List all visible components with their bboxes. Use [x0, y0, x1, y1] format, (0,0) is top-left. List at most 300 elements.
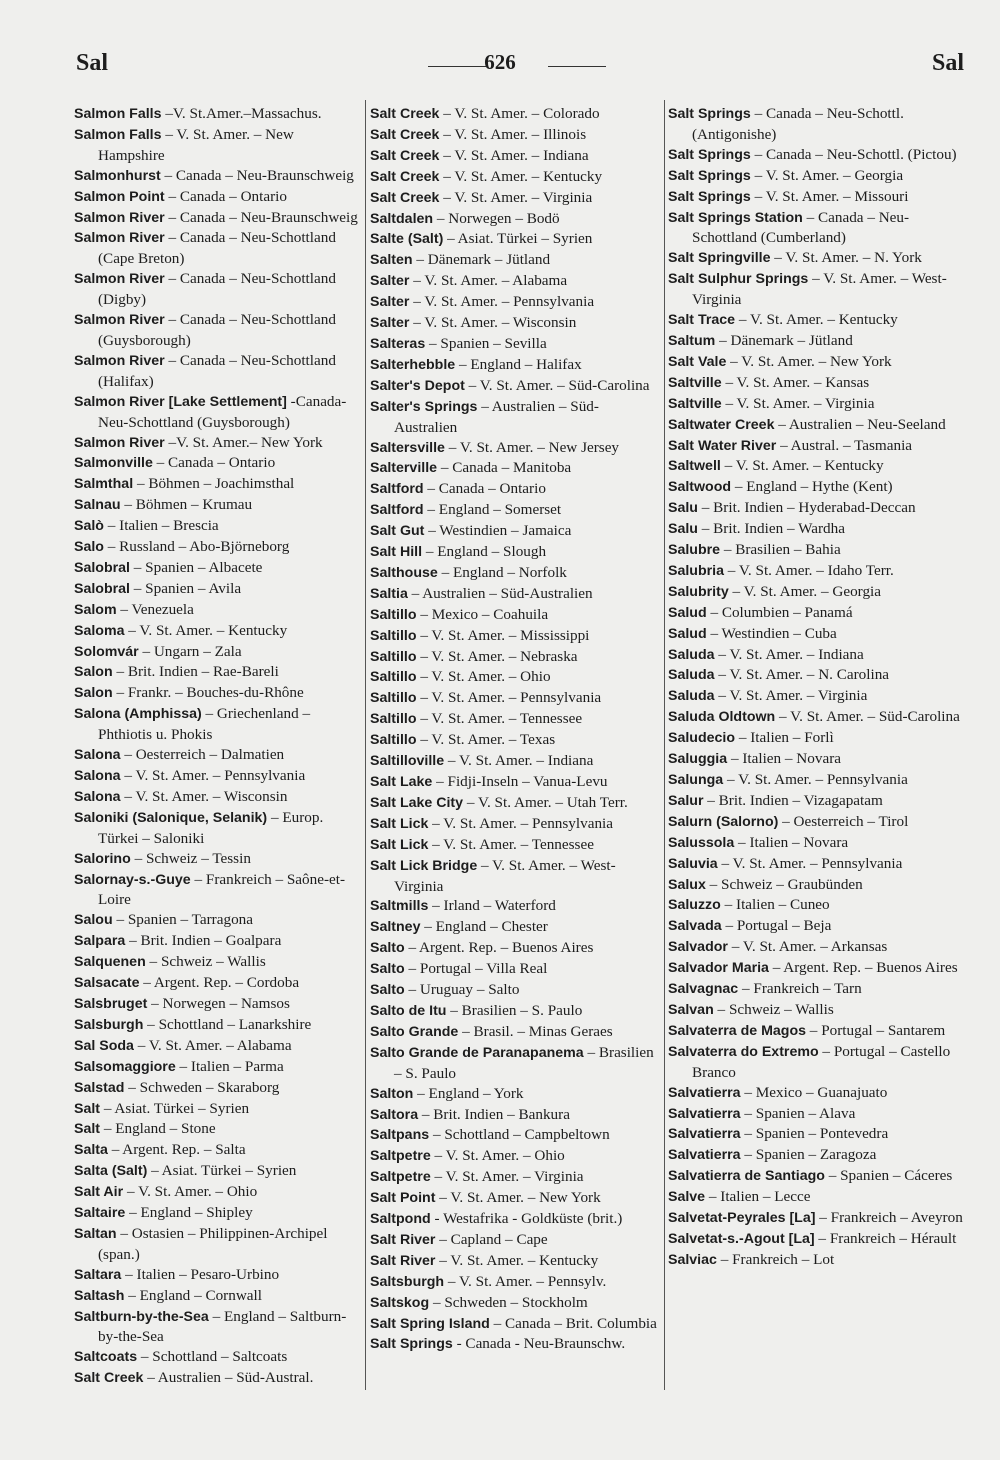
entry-location: – Argent. Rep. – Buenos Aires [768, 959, 958, 977]
entry-headword: Salto [370, 961, 405, 978]
gazetteer-entry [668, 540, 968, 561]
entry-location: – Schweiz – Wallis [713, 1000, 834, 1018]
entry-location: -Canada-Neu-Schottland (Guysborough) [98, 392, 347, 431]
gazetteer-entry [370, 1188, 662, 1209]
entry-location: – Brit. Indien – Rae-Bareli [112, 663, 279, 681]
entry-location: – Argent. Rep. – Cordoba [139, 974, 300, 992]
entry-location: – Portugal – Castello Branco [692, 1042, 951, 1081]
entry-headword: Salmon River [Lake Settlement] [74, 393, 287, 410]
entry-headword: Salona [74, 768, 121, 784]
entry-location: – Canada – Neu-Schottl. (Antigonishe) [692, 105, 904, 143]
gazetteer-entry [74, 994, 362, 1015]
entry-headword: Salter [370, 273, 410, 290]
gazetteer-entry [370, 458, 662, 479]
entry-headword: Saltara [74, 1266, 122, 1283]
entry-location: – Canada – Neu-Schottland (Cape Breton) [98, 229, 336, 268]
gazetteer-entry [370, 313, 662, 334]
gazetteer-entry [668, 373, 968, 394]
entry-headword: Salmon Falls [74, 106, 162, 122]
entry-headword: Salpara [74, 933, 126, 950]
entry-location: – V. St. Amer. – Virginia [714, 687, 868, 705]
entry-headword: Salter's Springs [370, 398, 478, 415]
entry-location: – Oesterreich – Dalmatien [120, 746, 285, 764]
entry-headword: Salussola [668, 834, 735, 851]
gazetteer-entry [74, 952, 362, 973]
entry-location: – Brasil. – Minas Geraes [458, 1022, 613, 1040]
entry-headword: Salsomaggiore [74, 1058, 176, 1075]
entry-location: – V. St. Amer. – Ohio [430, 1147, 565, 1165]
gazetteer-entry [74, 849, 362, 870]
entry-headword: Saltskog [370, 1294, 430, 1311]
entry-location: – Asiat. Türkei – Syrien [443, 230, 593, 248]
gazetteer-entry [74, 392, 362, 433]
entry-headword: Salsbruget [74, 995, 148, 1012]
entry-location: – England – York [413, 1084, 524, 1102]
gazetteer-entry [370, 125, 662, 146]
gazetteer-entry [668, 1208, 968, 1229]
entry-headword: Salobral [74, 580, 130, 597]
entry-location: – Frankr. – Bouches-du-Rhône [112, 684, 304, 702]
gazetteer-entry [668, 624, 968, 645]
gazetteer-entry [668, 208, 968, 249]
entry-location: – Frankreich – Tarn [738, 980, 862, 998]
gazetteer-entry [74, 269, 362, 310]
gazetteer-entry [370, 250, 662, 271]
entry-headword: Salvan [668, 1001, 714, 1018]
entry-headword: Saltora [370, 1106, 419, 1123]
entry-location: – Canada – Ontario [152, 454, 276, 472]
gazetteer-entry [668, 248, 968, 269]
entry-column-2 [370, 104, 662, 1355]
entry-headword: Saltpetre [370, 1169, 431, 1186]
gazetteer-entry [370, 104, 662, 125]
entry-location: – Italien – Parma [175, 1057, 284, 1075]
entry-location: – Ungarn – Zala [138, 642, 242, 660]
entry-headword: Salt River [370, 1231, 436, 1248]
gazetteer-entry [74, 1036, 362, 1057]
entry-headword: Saltillo [370, 732, 417, 749]
entry-headword: Salt Lake City [370, 794, 464, 811]
entry-headword: Salvetat-Peyrales [La] [668, 1210, 816, 1227]
entry-headword: Salvador [668, 939, 728, 956]
entry-location: – England – Somerset [423, 501, 562, 519]
gazetteer-entry [74, 600, 362, 621]
gazetteer-entry [74, 1265, 362, 1286]
entry-location: – Argent. Rep. – Buenos Aires [404, 939, 594, 957]
gazetteer-entry [370, 1001, 662, 1022]
gazetteer-entry [370, 1209, 662, 1230]
entry-headword: Saltillo [370, 669, 417, 686]
header-right-keyword: Sal [931, 50, 964, 76]
entry-headword: Salt Springs [370, 1336, 453, 1353]
entry-location: – Italien – Novara [727, 750, 842, 768]
gazetteer-entry [668, 1000, 968, 1021]
gazetteer-entry [370, 730, 662, 751]
entry-location: – Portugal – Beja [721, 917, 832, 935]
entry-location: – V. St. Amer. – Tennessee [428, 835, 594, 853]
gazetteer-entry [370, 605, 662, 626]
entry-location: – V. St. Amer. – New York [726, 352, 892, 370]
entry-headword: Salom [74, 601, 117, 618]
entry-location: – V. St. Amer. – Indiana [439, 146, 589, 164]
gazetteer-entry [370, 1167, 662, 1188]
entry-headword: Salubria [668, 562, 724, 579]
entry-location: – Dänemark – Jütland [412, 251, 551, 269]
entry-headword: Salmon Point [74, 188, 165, 205]
entry-location: – V. St. Amer. – Indiana [444, 752, 594, 770]
entry-location: – England – Halifax [455, 355, 582, 373]
entry-location: – Böhmen – Krumau [120, 496, 253, 514]
gazetteer-entry [668, 1229, 968, 1250]
entry-headword: Salt [74, 1100, 101, 1117]
gazetteer-entry [370, 584, 662, 605]
entry-headword: Salt Trace [668, 312, 736, 329]
entry-headword: Salter [370, 294, 410, 311]
entry-location: – Asiat. Türkei – Syrien [100, 1099, 250, 1117]
entry-location: – V. St. Amer. – New York [435, 1189, 601, 1207]
gazetteer-entry [668, 310, 968, 331]
entry-headword: Saltpans [370, 1127, 430, 1144]
gazetteer-entry [668, 352, 968, 373]
entry-headword: Saltford [370, 481, 424, 498]
entry-location: –V. St.Amer.–Massachus. [161, 105, 322, 122]
entry-headword: Salmon River [74, 434, 165, 451]
entry-headword: Salto de Itu [370, 1002, 447, 1019]
entry-location: – Canada – Neu-Braunschweig [160, 166, 354, 184]
entry-headword: Salvatierra [668, 1084, 741, 1101]
entry-location: – Brit. Indien – Vizagapatam [703, 791, 883, 809]
gazetteer-entry [74, 910, 362, 931]
entry-headword: Salurn (Salorno) [668, 813, 779, 830]
entry-headword: Salu [668, 500, 698, 517]
entry-headword: Salmon River [74, 271, 165, 288]
entry-location: – V. St. Amer. – Pennsylvania [120, 767, 306, 784]
gazetteer-entry [370, 751, 662, 772]
entry-location: – Fidji-Inseln – Vanua-Levu [432, 773, 608, 790]
entry-headword: Salto Grande de Paranapanema [370, 1044, 584, 1061]
entry-headword: Salu [668, 521, 698, 538]
entry-headword: Saltburn-by-the-Sea [74, 1308, 209, 1325]
gazetteer-entry [668, 519, 968, 540]
entry-headword: Salmon River [74, 352, 165, 369]
entry-location: – V. St. Amer. – Pennsylvania [717, 854, 903, 872]
gazetteer-entry [370, 438, 662, 459]
entry-headword: Salo [74, 539, 104, 556]
gazetteer-entry [370, 521, 662, 542]
entry-headword: Salmon River [74, 312, 165, 329]
entry-headword: Salornay-s.-Guye [74, 871, 191, 888]
entry-location: – Frankreich – Aveyron [815, 1209, 963, 1227]
entry-headword: Saltash [74, 1287, 125, 1304]
entry-headword: Saluzzo [668, 897, 721, 914]
entry-location: – V. St. Amer. – Ohio [416, 668, 551, 686]
gazetteer-entry [370, 146, 662, 167]
entry-location: – V. St. Amer. – Idaho Terr. [723, 561, 894, 579]
gazetteer-entry [668, 1083, 968, 1104]
gazetteer-entry [74, 125, 362, 166]
gazetteer-entry [668, 791, 968, 812]
entry-location: – V. St. Amer. – West-Virginia [394, 856, 616, 895]
entry-location: – V. St. Amer. – Georgia [750, 166, 904, 184]
gazetteer-entry [668, 875, 968, 896]
entry-headword: Salt Springs [668, 146, 751, 163]
gazetteer-entry [370, 1125, 662, 1146]
column-divider [365, 100, 366, 1390]
entry-location: – V. St. Amer. – Wisconsin [120, 787, 288, 805]
gazetteer-entry [74, 621, 362, 642]
gazetteer-entry [74, 1347, 362, 1368]
gazetteer-entry [370, 1272, 662, 1293]
entry-headword: Salter's Depot [370, 377, 465, 394]
entry-location: – V. St. Amer. – Texas [416, 731, 556, 749]
gazetteer-entry [370, 292, 662, 313]
entry-location: – Europ. Türkei – Saloniki [98, 808, 324, 847]
gazetteer-entry [74, 745, 362, 766]
entry-location: –V. St. Amer.– New York [164, 433, 323, 451]
entry-location: – Russland – Abo-Björneborg [103, 538, 290, 556]
gazetteer-entry [668, 665, 968, 686]
header-left-keyword: Sal [76, 50, 109, 76]
gazetteer-entry [74, 537, 362, 558]
gazetteer-entry [668, 603, 968, 624]
entry-location: – Canada – Manitoba [437, 459, 572, 477]
gazetteer-entry [74, 1119, 362, 1140]
gazetteer-entry [370, 688, 662, 709]
gazetteer-entry [74, 558, 362, 579]
entry-location: – England – Hythe (Kent) [731, 478, 893, 496]
gazetteer-entry [668, 582, 968, 603]
entry-headword: Salter [370, 315, 410, 332]
entry-location: - Westafrika - Goldküste (brit.) [430, 1210, 623, 1228]
gazetteer-entry [370, 271, 662, 292]
gazetteer-entry [74, 495, 362, 516]
entry-location: – V. St. Amer. – Süd-Carolina [775, 708, 960, 726]
gazetteer-entry [74, 808, 362, 849]
entry-headword: Saltville [668, 395, 722, 412]
entry-location: – V. St. Amer. – Virginia [439, 188, 593, 206]
entry-headword: Salt Lick [370, 836, 429, 853]
gazetteer-entry [74, 474, 362, 495]
entry-headword: Saludecio [668, 730, 736, 747]
gazetteer-entry [74, 662, 362, 683]
entry-headword: Salò [74, 518, 104, 535]
entry-headword: Saltersville [370, 439, 445, 456]
gazetteer-entry [668, 145, 968, 166]
entry-location: – V. St. Amer. – Kentucky [439, 167, 603, 185]
gazetteer-entry [74, 1099, 362, 1120]
gazetteer-entry [370, 1293, 662, 1314]
gazetteer-entry [668, 1104, 968, 1125]
gazetteer-entry [370, 1146, 662, 1167]
gazetteer-entry [74, 1307, 362, 1348]
gazetteer-entry [370, 980, 662, 1001]
entry-location: – Spanien – Avila [129, 579, 242, 597]
entry-headword: Salorino [74, 850, 131, 867]
entry-headword: Salt Spring Island [370, 1315, 490, 1332]
entry-headword: Saltville [668, 374, 722, 391]
gazetteer-entry [370, 167, 662, 188]
entry-headword: Saluda [668, 667, 715, 684]
gazetteer-entry [74, 516, 362, 537]
entry-headword: Saltillo [370, 690, 417, 707]
entry-headword: Salud [668, 604, 707, 621]
entry-location: – Australien – Süd-Australien [407, 584, 593, 602]
gazetteer-entry [74, 1161, 362, 1182]
entry-headword: Salt Point [370, 1190, 436, 1207]
entry-headword: Salon [74, 685, 113, 702]
entry-location: – V. St. Amer. – New Jersey [444, 438, 620, 456]
entry-location: – Schottland – Campbeltown [429, 1126, 610, 1144]
entry-headword: Saltcoats [74, 1349, 138, 1366]
entry-location: – Italien – Forlì [735, 729, 834, 747]
entry-headword: Saltwater Creek [668, 416, 775, 433]
entry-location: – V. St. Amer. – Indiana [714, 645, 864, 663]
entry-location: – Dänemark – Jütland [715, 331, 853, 349]
gazetteer-entry [370, 500, 662, 521]
gazetteer-entry [668, 394, 968, 415]
entry-headword: Salt Springville [668, 250, 771, 267]
entry-location: – Brasilien – S. Paulo [394, 1043, 654, 1082]
gazetteer-entry [370, 1022, 662, 1043]
entry-headword: Salt River [370, 1252, 436, 1269]
entry-location: – Australien – Neu-Seeland [774, 415, 946, 433]
entry-location: – Canada – Neu-Schottland (Guysborough) [98, 311, 336, 349]
column-divider [664, 100, 665, 1390]
gazetteer-entry [74, 1286, 362, 1307]
entry-location: – Canada – Neu-Braunschweig [164, 208, 358, 226]
entry-headword: Saloma [74, 622, 125, 639]
gazetteer-entry [668, 770, 968, 791]
entry-location: – V. St. Amer. – New Hampshire [98, 125, 294, 164]
entry-headword: Salto [370, 940, 405, 957]
entry-headword: Salvatierra de Santiago [668, 1168, 825, 1185]
gazetteer-entry [668, 415, 968, 436]
entry-location: – Italien – Lecce [705, 1188, 811, 1206]
entry-headword: Salvaterra de Magos [668, 1022, 806, 1039]
entry-location: – Oesterreich – Tirol [778, 812, 909, 830]
entry-location: – England – Norfolk [437, 563, 567, 581]
entry-location: – Capland – Cape [435, 1230, 548, 1248]
entry-location: – Columbien – Panamá [706, 603, 853, 621]
entry-location: – Italien – Novara [734, 833, 849, 851]
entry-headword: Salt Lick [370, 815, 429, 832]
gazetteer-entry [668, 477, 968, 498]
gazetteer-entry [74, 351, 362, 392]
entry-headword: Saltillo [370, 627, 417, 644]
entry-headword: Salmonville [74, 455, 153, 472]
gazetteer-entry [668, 937, 968, 958]
entry-headword: Salur [668, 792, 704, 809]
gazetteer-entry [370, 772, 662, 793]
gazetteer-entry [74, 1057, 362, 1078]
entry-headword: Salt Air [74, 1184, 124, 1201]
entry-headword: Saluda [668, 688, 715, 705]
entry-headword: Salt Gut [370, 523, 425, 540]
entry-location: – V. St. Amer. – Alabama [409, 272, 568, 290]
entry-location: – Italien – Cuneo [720, 896, 830, 914]
gazetteer-entry [74, 973, 362, 994]
entry-headword: Salmthal [74, 476, 134, 493]
gazetteer-entry [74, 870, 362, 911]
gazetteer-entry [370, 1084, 662, 1105]
entry-headword: Salt Hill [370, 544, 423, 561]
entry-headword: Salquenen [74, 954, 146, 971]
gazetteer-entry [74, 104, 362, 125]
entry-headword: Salux [668, 876, 706, 893]
entry-location: – Brit. Indien – Bankura [418, 1105, 570, 1123]
gazetteer-entry [370, 1334, 662, 1355]
entry-location: – Canada – Ontario [423, 480, 546, 498]
entry-headword: Saltpond [370, 1211, 431, 1228]
entry-location: – Mexico – Guanajuato [740, 1083, 888, 1101]
entry-headword: Saltwell [668, 458, 721, 475]
entry-location: – Mexico – Coahuila [416, 605, 549, 623]
entry-headword: Salt Lake [370, 774, 433, 790]
gazetteer-entry [74, 228, 362, 269]
entry-headword: Salona [74, 788, 121, 805]
entry-location: – Ostasien – Philippinen-Archipel (span.) [98, 1224, 328, 1263]
entry-location: – V. St. Amer. – Missouri [750, 187, 909, 205]
gazetteer-entry [668, 916, 968, 937]
entry-headword: Salterhebble [370, 356, 456, 373]
entry-location: – Austral. – Tasmania [776, 436, 913, 454]
gazetteer-entry [370, 334, 662, 355]
gazetteer-entry [668, 104, 968, 145]
entry-headword: Salten [370, 252, 413, 269]
entry-headword: Salta (Salt) [74, 1163, 148, 1180]
entry-headword: Salvada [668, 918, 722, 935]
entry-location: – Canada – Ontario [164, 187, 287, 205]
entry-location: – Venezuela [116, 600, 194, 618]
entry-headword: Salt Springs [668, 167, 751, 184]
gazetteer-entry [668, 854, 968, 875]
entry-location: – Brit. Indien – Goalpara [125, 932, 282, 950]
entry-location: – Schweiz – Graubünden [705, 875, 863, 893]
entry-headword: Salmon River [74, 209, 165, 226]
entry-headword: Salubrity [668, 583, 729, 600]
entry-headword: Salt Creek [370, 126, 440, 143]
entry-location: – V. St. Amer. – Alabama [133, 1036, 292, 1054]
entry-headword: Salviac [668, 1251, 717, 1268]
entry-location: – V. St. Amer. – Colorado [439, 105, 600, 122]
gazetteer-entry [668, 436, 968, 457]
gazetteer-entry [370, 938, 662, 959]
entry-location: – V. St. Amer. – Pennsylvania [428, 814, 614, 832]
gazetteer-entry [370, 896, 662, 917]
entry-headword: Saluda [668, 646, 715, 663]
entry-headword: Salt Springs [668, 106, 751, 122]
entry-location: – V. St. Amer. – Utah Terr. [463, 793, 628, 811]
gazetteer-entry [74, 642, 362, 663]
gazetteer-entry [370, 626, 662, 647]
entry-headword: Salud [668, 625, 707, 642]
header-rule-right [548, 66, 606, 67]
gazetteer-entry [74, 931, 362, 952]
gazetteer-entry [74, 704, 362, 745]
entry-location: – V. St. Amer. – Mississippi [416, 626, 590, 644]
gazetteer-entry [370, 667, 662, 688]
entry-headword: Saltaire [74, 1205, 126, 1222]
entry-location: – V. St. Amer. – Nebraska [416, 647, 578, 665]
entry-location: – Canada – Brit. Columbia [489, 1314, 657, 1332]
entry-location: – Brit. Indien – Hyderabad-Deccan [697, 499, 916, 517]
entry-location: – V. St. Amer. – Kentucky [720, 457, 884, 475]
page-number: 626 [484, 50, 516, 74]
entry-location: – V. St. Amer. – Kansas [721, 373, 870, 391]
entry-column-1 [74, 104, 362, 1389]
entry-location: – Uruguay – Salto [404, 981, 520, 999]
entry-location: – Spanien – Albacete [129, 558, 263, 576]
